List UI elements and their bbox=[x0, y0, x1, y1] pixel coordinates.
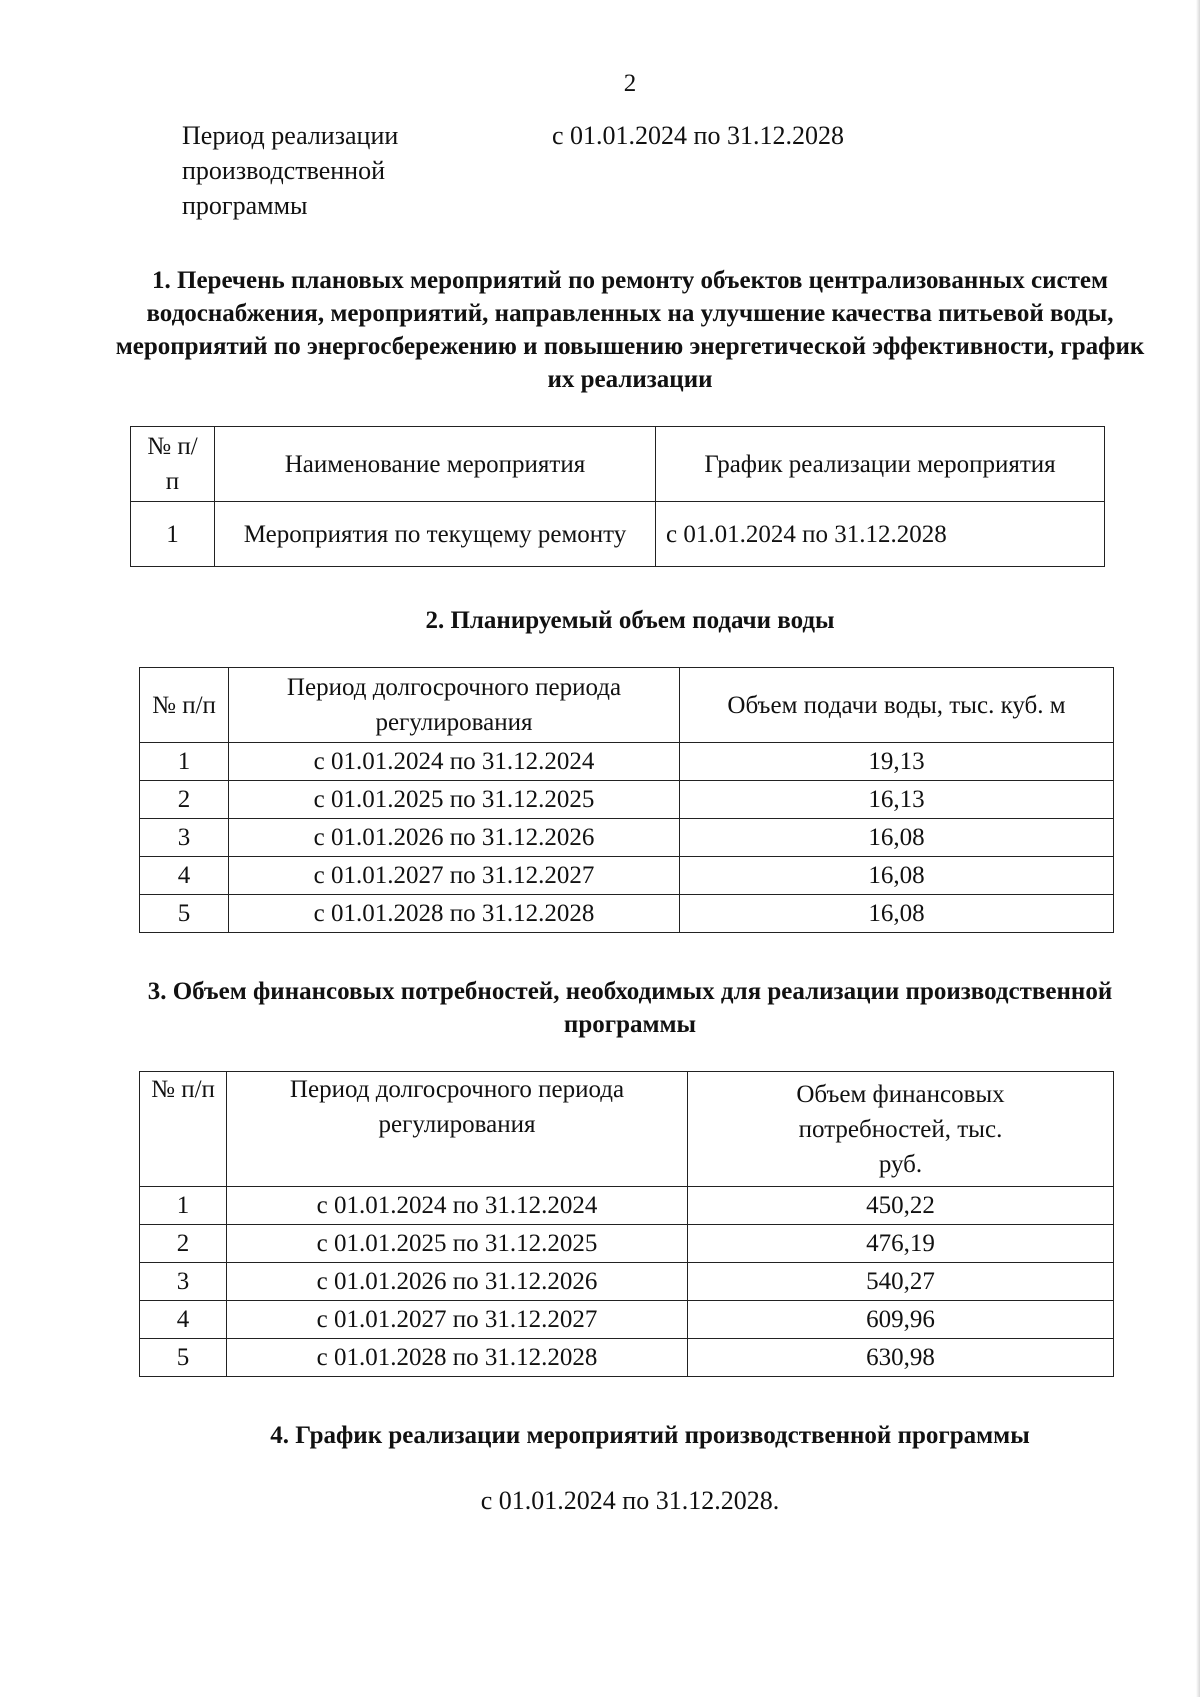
row-period: с 01.01.2026 по 31.12.2026 bbox=[229, 819, 680, 857]
row-period: с 01.01.2027 по 31.12.2027 bbox=[227, 1301, 688, 1339]
table-row bbox=[140, 857, 1114, 895]
section1-heading: 1. Перечень плановых мероприятий по ремонту объектов централизованных систем водоснабжения, мероприятий, направленных на улучшение качества питьевой воды, мероприятий по энергосбережению и повышению энергетической эффективности, график их реализации bbox=[115, 267, 1145, 393]
table-row bbox=[140, 895, 1114, 933]
table-row bbox=[140, 781, 1114, 819]
table-header-row bbox=[140, 668, 1114, 743]
financial-needs-table bbox=[139, 1071, 1114, 1377]
table-row bbox=[140, 743, 1114, 781]
table-row bbox=[140, 1301, 1114, 1339]
header-schedule: График реализации мероприятия bbox=[656, 427, 1105, 502]
row-water-volume: 16,08 bbox=[680, 819, 1114, 857]
table-row bbox=[140, 819, 1114, 857]
row-period: с 01.01.2024 по 31.12.2024 bbox=[229, 743, 680, 781]
page-number: 2 bbox=[623, 70, 637, 97]
row-period: с 01.01.2024 по 31.12.2024 bbox=[227, 1187, 688, 1225]
section4-heading: 4. График реализации мероприятий производственной программы bbox=[270, 1422, 1030, 1449]
section3-heading: 3. Объем финансовых потребностей, необходимых для реализации производственной программы bbox=[147, 978, 1113, 1038]
header-water-volume: Объем подачи воды, тыс. куб. м bbox=[680, 668, 1114, 743]
program-period-label: Период реализации производственной программы bbox=[182, 121, 399, 220]
row-financial-volume: 450,22 bbox=[688, 1187, 1114, 1225]
row-number: 2 bbox=[140, 781, 229, 819]
row-number: 4 bbox=[140, 1301, 227, 1339]
header-number: № п/п bbox=[131, 427, 215, 502]
row-financial-volume: 609,96 bbox=[688, 1301, 1114, 1339]
row-period: с 01.01.2025 по 31.12.2025 bbox=[227, 1225, 688, 1263]
header-period: Период долгосрочного периода регулирования bbox=[227, 1072, 688, 1187]
table-header-row bbox=[140, 1072, 1114, 1187]
row-number: 1 bbox=[140, 743, 229, 781]
row-period: с 01.01.2028 по 31.12.2028 bbox=[227, 1339, 688, 1377]
table-header-row bbox=[131, 427, 1105, 502]
row-water-volume: 16,13 bbox=[680, 781, 1114, 819]
row-water-volume: 16,08 bbox=[680, 895, 1114, 933]
row-financial-volume: 540,27 bbox=[688, 1263, 1114, 1301]
header-number: № п/п bbox=[140, 1072, 227, 1187]
row-financial-volume: 630,98 bbox=[688, 1339, 1114, 1377]
table-row bbox=[140, 1187, 1114, 1225]
header-number: № п/п bbox=[140, 668, 229, 743]
row-water-volume: 16,08 bbox=[680, 857, 1114, 895]
section2-heading: 2. Планируемый объем подачи воды bbox=[425, 607, 835, 634]
header-financial-volume: Объем финансовых потребностей, тыс. руб. bbox=[688, 1072, 1114, 1187]
water-supply-table bbox=[139, 667, 1114, 933]
program-period-value: с 01.01.2024 по 31.12.2028 bbox=[552, 121, 844, 150]
row-period: с 01.01.2028 по 31.12.2028 bbox=[229, 895, 680, 933]
table-row bbox=[131, 502, 1105, 567]
row-number: 3 bbox=[140, 819, 229, 857]
row-number: 1 bbox=[140, 1187, 227, 1225]
row-number: 5 bbox=[140, 895, 229, 933]
row-period: с 01.01.2027 по 31.12.2027 bbox=[229, 857, 680, 895]
table-row bbox=[140, 1339, 1114, 1377]
header-activity-name: Наименование мероприятия bbox=[215, 427, 656, 502]
section4-period: с 01.01.2024 по 31.12.2028. bbox=[480, 1486, 780, 1515]
table-row bbox=[140, 1263, 1114, 1301]
table-row bbox=[140, 1225, 1114, 1263]
row-number: 5 bbox=[140, 1339, 227, 1377]
activity-name: Мероприятия по текущему ремонту bbox=[215, 502, 656, 567]
header-period: Период долгосрочного периода регулирования bbox=[229, 668, 680, 743]
row-number: 1 bbox=[131, 502, 215, 567]
row-number: 3 bbox=[140, 1263, 227, 1301]
activity-schedule: с 01.01.2024 по 31.12.2028 bbox=[656, 502, 1105, 567]
row-number: 2 bbox=[140, 1225, 227, 1263]
page-edge-shadow bbox=[1196, 0, 1200, 1697]
row-water-volume: 19,13 bbox=[680, 743, 1114, 781]
row-period: с 01.01.2025 по 31.12.2025 bbox=[229, 781, 680, 819]
row-period: с 01.01.2026 по 31.12.2026 bbox=[227, 1263, 688, 1301]
activities-table bbox=[130, 426, 1105, 567]
row-number: 4 bbox=[140, 857, 229, 895]
row-financial-volume: 476,19 bbox=[688, 1225, 1114, 1263]
